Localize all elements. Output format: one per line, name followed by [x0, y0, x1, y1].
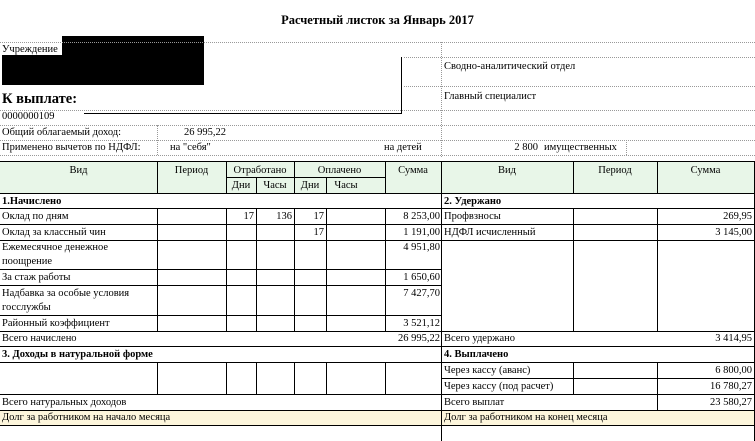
accrued-row-sum: 4 951,80: [403, 242, 440, 253]
debt-start-label: Долг за работником на начало месяца: [2, 412, 171, 423]
org-label: Учреждение: [2, 44, 58, 55]
col-worked-days: Дни: [231, 180, 251, 191]
children-label: на детей: [384, 142, 422, 153]
paid-out-row-name: Через кассу (под расчет): [444, 381, 554, 392]
accrued-row-name: За стаж работы: [2, 272, 71, 283]
col-right-sum: Сумма: [690, 165, 721, 176]
taxable-label: Общий облагаемый доход:: [2, 127, 122, 138]
payslip-title: Расчетный листок за Январь 2017: [281, 13, 474, 27]
accrued-total-value: 26 995,22: [398, 333, 440, 344]
children-value: 2 800: [514, 142, 538, 153]
withheld-row-name: Профвзносы: [444, 211, 501, 222]
accrued-row-name-cont: госслужбы: [2, 302, 51, 313]
col-paid-hours: Часы: [334, 180, 358, 191]
paid-out-total-value: 23 580,27: [710, 397, 752, 408]
accrued-row-name-cont: поощрение: [2, 256, 53, 267]
accrued-row-sum: 1 191,00: [403, 227, 440, 238]
paid-out-row-sum: 16 780,27: [710, 381, 752, 392]
in-kind-total-label: Всего натуральных доходов: [2, 397, 127, 408]
taxable-value: 26 995,22: [184, 127, 226, 138]
accrued-heading: 1.Начислено: [2, 196, 62, 207]
paid-out-row-sum: 6 800,00: [715, 365, 752, 376]
accrued-row-sum: 1 650,60: [403, 272, 440, 283]
position: Главный специалист: [444, 91, 537, 102]
deductions-label: Применено вычетов по НДФЛ:: [2, 142, 141, 153]
col-paid: Оплачено: [317, 165, 362, 176]
in-kind-heading: 3. Доходы в натуральной форме: [2, 349, 153, 360]
col-period: Период: [174, 165, 209, 176]
col-paid-days: Дни: [300, 180, 320, 191]
withheld-total-label: Всего удержано: [444, 333, 515, 344]
col-right-vid: Вид: [498, 165, 516, 176]
col-right-period: Период: [598, 165, 632, 176]
col-worked: Отработано: [233, 165, 287, 176]
property-label: имущественных: [544, 142, 617, 153]
withheld-heading: 2. Удержано: [444, 196, 502, 207]
accrued-total-label: Всего начислено: [2, 333, 77, 344]
withheld-row-sum: 3 145,00: [715, 227, 752, 238]
col-sum: Сумма: [398, 165, 428, 176]
pay-label: К выплате:: [2, 91, 78, 107]
accrued-row-worked-days: 17: [243, 211, 254, 222]
col-vid: Вид: [69, 165, 88, 176]
accrued-row-name: Районный коэффициент: [2, 318, 110, 329]
paid-out-total-label: Всего выплат: [444, 397, 505, 408]
accrued-row-name: Оклад за классный чин: [2, 227, 106, 238]
withheld-total-value: 3 414,95: [715, 333, 752, 344]
accrued-row-sum: 7 427,70: [403, 288, 440, 299]
accrued-row-sum: 8 253,00: [403, 211, 440, 222]
debt-end-label: Долг за работником на конец месяца: [444, 412, 608, 423]
paid-out-row-name: Через кассу (аванс): [444, 365, 531, 376]
accrued-row-paid-days: 17: [313, 227, 324, 238]
accrued-row-name: Оклад по дням: [2, 211, 69, 222]
accrued-row-name: Надбавка за особые условия: [2, 288, 130, 299]
deductions-self: на "себя": [170, 142, 211, 153]
withheld-row-name: НДФЛ исчисленный: [444, 227, 536, 238]
accrued-row-name: Ежемесячное денежное: [2, 242, 109, 253]
accrued-row-sum: 3 521,12: [403, 318, 440, 329]
col-worked-hours: Часы: [263, 180, 287, 191]
tab-number: 0000000109: [2, 111, 55, 122]
withheld-row-sum: 269,95: [723, 211, 752, 222]
department: Сводно-аналитический отдел: [444, 61, 576, 72]
accrued-row-paid-days: 17: [313, 211, 324, 222]
accrued-row-worked-hours: 136: [276, 211, 292, 222]
paid-out-heading: 4. Выплачено: [444, 349, 509, 360]
